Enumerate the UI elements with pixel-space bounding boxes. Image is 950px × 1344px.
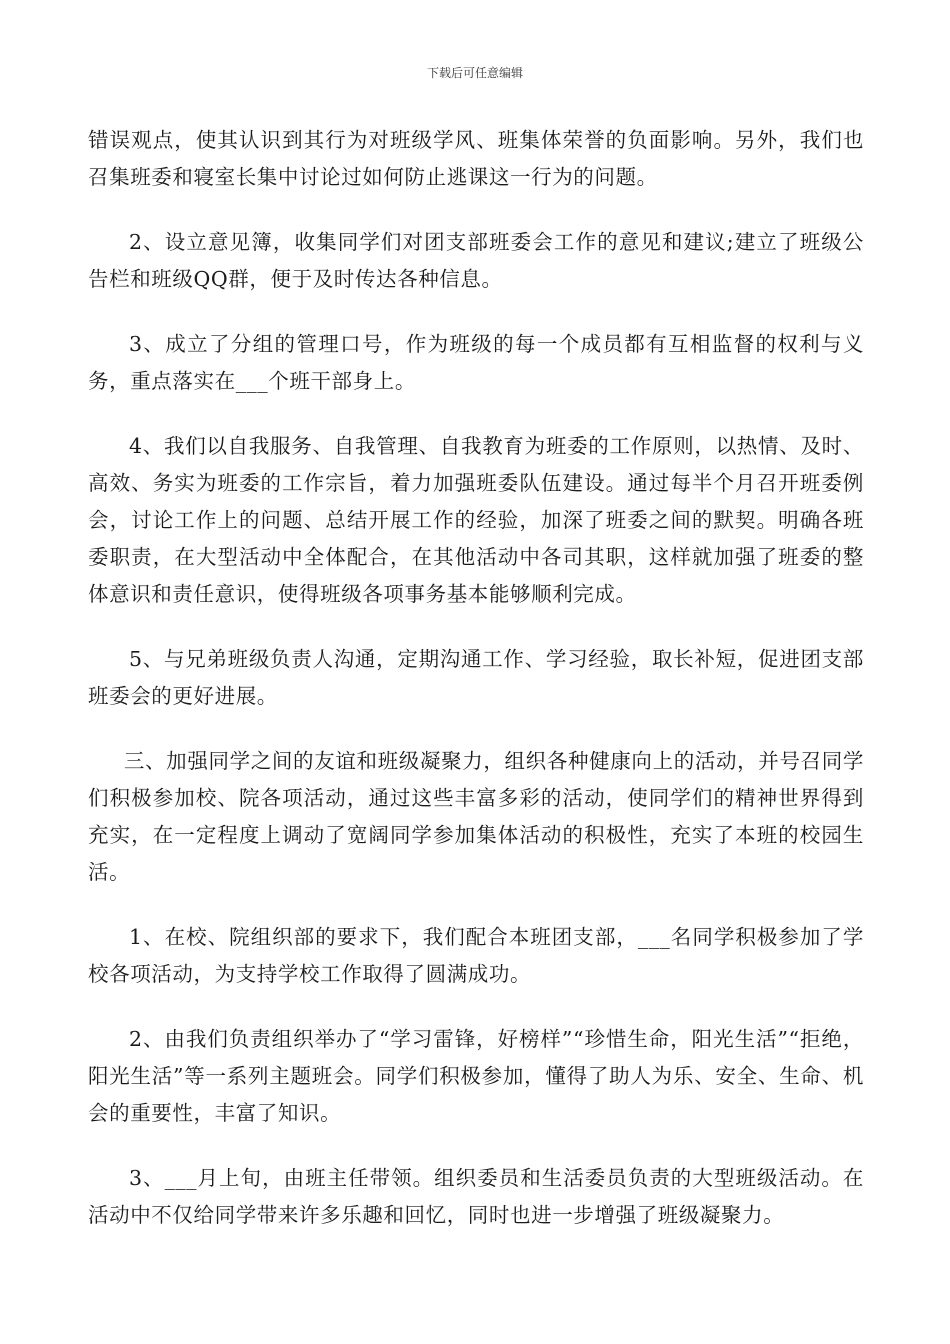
paragraph-item-3-slogan: 3、成立了分组的管理口号，作为班级的每一个成员都有互相监督的权利与义务，重点落实在___个班干部身上。 — [88, 332, 864, 393]
paragraph-item-4-principles: 4、我们以自我服务、自我管理、自我教育为班委的工作原则，以热情、及时、高效、务实为班委的工作宗旨，着力加强班委队伍建设。通过每半个月召开班委例会，讨论工作上的问题、总结开展工作的经验，加深了班委之间的默契。明确各班委职责，在大型活动中全体配合，在其他活动中各司其职，这样就加强了班委的整体意识和责任意识，使得班级各项事务基本能够顺利完成。 — [88, 434, 864, 606]
paragraph-item-3-class-event: 3、___月上旬，由班主任带领。组织委员和生活委员负责的大型班级活动。在活动中不仅给同学带来许多乐趣和回忆，同时也进一步增强了班级凝聚力。 — [88, 1166, 864, 1227]
paragraph-item-2-class-meetings: 2、由我们负责组织举办了“学习雷锋，好榜样”“珍惜生命，阳光生活”“拒绝，阳光生活”等一系列主题班会。同学们积极参加，懂得了助人为乐、安全、生命、机会的重要性，丰富了知识。 — [88, 1027, 864, 1125]
paragraph-continued: 错误观点，使其认识到其行为对班级学风、班集体荣誉的负面影响。另外，我们也召集班委和寝室长集中讨论过如何防止逃课这一行为的问题。 — [88, 128, 864, 189]
paragraph-item-1-activities: 1、在校、院组织部的要求下，我们配合本班团支部，___名同学积极参加了学校各项活动，为支持学校工作取得了圆满成功。 — [88, 925, 864, 986]
page-header: 下载后可任意编辑 — [426, 66, 523, 80]
paragraph-section-three: 三、加强同学之间的友谊和班级凝聚力，组织各种健康向上的活动，并号召同学们积极参加校、院各项活动，通过这些丰富多彩的活动，使同学们的精神世界得到充实，在一定程度上调动了宽阔同学参加集体活动的积极性，充实了本班的校园生活。 — [88, 749, 864, 884]
document-body — [88, 122, 864, 1262]
paragraph-item-2-suggestions: 2、设立意见簿，收集同学们对团支部班委会工作的意见和建议;建立了班级公告栏和班级QQ群，便于及时传达各种信息。 — [88, 230, 864, 291]
paragraph-item-5-communication: 5、与兄弟班级负责人沟通，定期沟通工作、学习经验，取长补短，促进团支部班委会的更好进展。 — [88, 647, 864, 708]
